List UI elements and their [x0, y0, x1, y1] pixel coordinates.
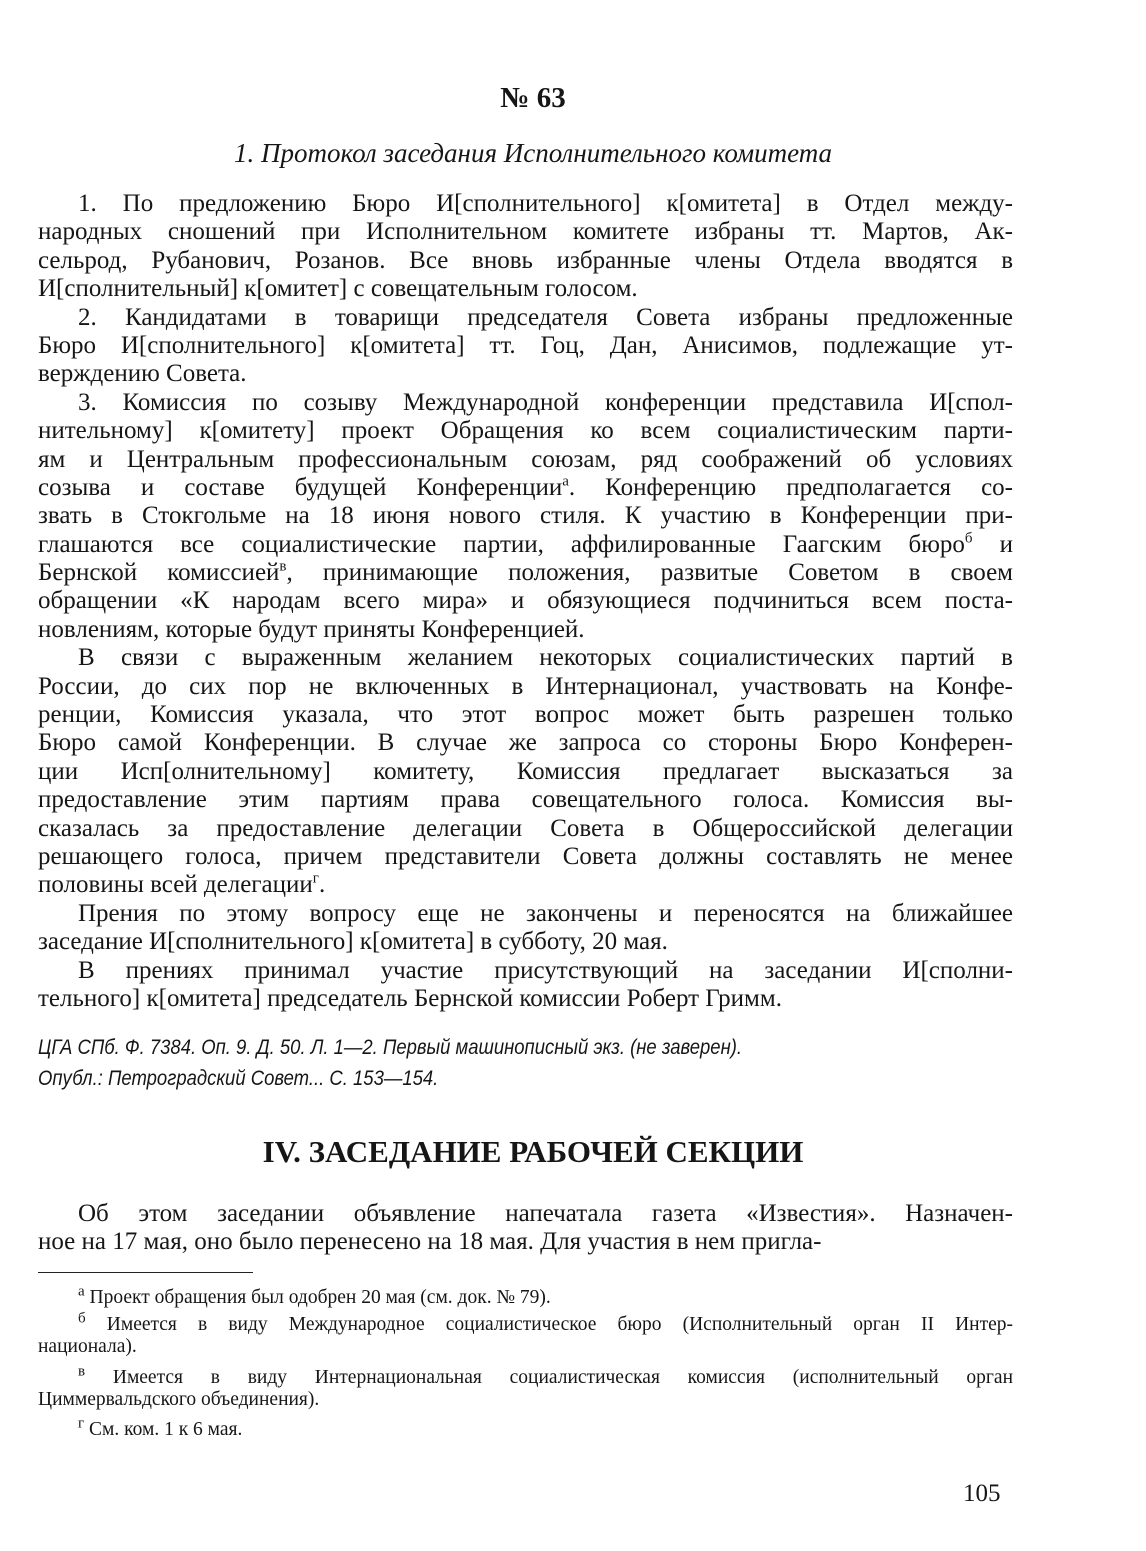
protocol-body — [38, 190, 1013, 1013]
text-line: 2. Кандидатами в товарищи председателя Совета избраны предложенные — [78, 303, 1013, 331]
page-number: 105 — [963, 1480, 1001, 1507]
text-line: заседание И[сполнительного] к[омитета] в субботу, 20 мая. — [38, 928, 668, 956]
line-text: глашаются все социалистические партии, аффилированные Гаагским бюро — [38, 530, 965, 558]
footnote — [38, 1310, 1014, 1358]
text-line: решающего голоса, причем представители Совета должны составлять не менее — [38, 842, 1013, 870]
line-text: . — [318, 871, 326, 899]
text-line: сельрод, Рубанович, Розанов. Все вновь избранные члены Отдела вводятся в — [38, 246, 1013, 274]
line-text: Имеется в виду Интернациональная социалистическая комиссия (исполнительный орган — [112, 1367, 1014, 1388]
text-line: ренции, Комиссия указала, что этот вопрос может быть разрешен только — [38, 701, 1013, 729]
text-line — [38, 1283, 1013, 1309]
footnote-marker: г — [312, 871, 319, 888]
footnote — [38, 1283, 1013, 1309]
line-text: , принимающие положения, развитые Советом в своем — [286, 559, 1013, 587]
text-line: ям и Центральным профессиональным союзам, ряд соображений об условиях — [38, 445, 1013, 473]
line-text: Проект обращения был одобрен 20 мая (см. док. № 79). — [89, 1287, 551, 1308]
text-line: 3. Комиссия по созыву Международной конференции представила И[спол- — [78, 388, 1013, 416]
document-number: № 63 — [500, 82, 566, 114]
section-paragraph — [38, 1200, 1013, 1257]
footnote-marker: а — [562, 473, 569, 490]
text-line — [38, 871, 1013, 899]
text-line: предоставление этим партиям права совещательного голоса. Комиссия вы- — [38, 786, 1013, 814]
text-line: 1. По предложению Бюро И[сполнительного] к[омитета] в Отдел между- — [78, 190, 1013, 217]
text-line: обращении «К народам всего мира» и обязующиеся подчиниться всем поста- — [38, 587, 1013, 615]
text-line: Бюро самой Конференции. В случае же запроса со стороны Бюро Конферен- — [38, 729, 1013, 757]
footnote — [38, 1415, 1013, 1441]
text-line — [38, 531, 1013, 559]
footnote-marker: б — [964, 530, 973, 547]
footnote — [38, 1363, 1014, 1411]
text-line: ное на 17 мая, оно было перенесено на 18 мая. Для участия в нем пригла- — [38, 1228, 822, 1256]
footnote-marker: а — [78, 1283, 85, 1300]
line-text: половины всей делегации — [38, 871, 313, 899]
text-line: народных сношений при Исполнительном комитете избраны тт. Мартов, Ак- — [38, 218, 1013, 246]
text-line: Об этом заседании объявление напечатала газета «Известия». Назначен- — [78, 1200, 1013, 1227]
text-line: В связи с выраженным желанием некоторых социалистических партий в — [78, 644, 1013, 672]
paragraph — [38, 957, 1013, 1014]
footnote-divider — [38, 1272, 253, 1273]
text-line — [38, 1415, 1013, 1441]
text-line: сказалась за предоставление делегации Совета в Общероссийской делегации — [38, 814, 1013, 842]
paragraph — [38, 389, 1013, 645]
text-line — [38, 474, 1013, 502]
text-line — [38, 1310, 1014, 1336]
text-line — [38, 1363, 1014, 1389]
line-text: . Конференцию предполагается со- — [568, 473, 1013, 501]
text-line: России, до сих пор не включенных в Интернационал, участвовать на Конфе- — [38, 672, 1013, 700]
text-line: звать в Стокгольме на 18 июня нового стиля. К участию в Конференции при- — [38, 502, 1013, 530]
document-subtitle: 1. Протокол заседания Исполнительного комитета — [233, 138, 833, 168]
text-line — [38, 559, 1013, 587]
line-text: См. ком. 1 к 6 мая. — [89, 1419, 243, 1440]
text-line: Циммервальдского объединения). — [38, 1389, 320, 1410]
source-citation — [38, 1032, 742, 1094]
section-heading: IV. ЗАСЕДАНИЕ РАБОЧЕЙ СЕКЦИИ — [262, 1134, 804, 1169]
line-text: и — [972, 530, 1013, 558]
footnote-marker: б — [78, 1310, 86, 1327]
paragraph — [38, 644, 1013, 900]
text-line: национала). — [38, 1336, 137, 1357]
footnote-marker: г — [78, 1415, 85, 1432]
text-line: Прения по этому вопросу еще не закончены и переносятся на ближайшее — [78, 899, 1013, 927]
text-line: верждению Совета. — [38, 360, 247, 388]
footnote-marker: в — [279, 558, 287, 575]
text-line: тельного] к[омитета] председатель Бернской комиссии Роберт Гримм. — [38, 984, 782, 1012]
line-text: созыва и составе будущей Конференции — [38, 473, 563, 501]
paragraph — [38, 304, 1013, 389]
line-text: Имеется в виду Международное социалистическое бюро (Исполнительный орган II Интер- — [106, 1314, 1014, 1335]
text-line: В прениях принимал участие присутствующий на заседании И[сполни- — [78, 956, 1013, 984]
archive-reference: ЦГА СПб. Ф. 7384. Оп. 9. Д. 50. Л. 1—2. Первый машинописный экз. (не заверен). — [38, 1036, 743, 1059]
footnote-marker: в — [78, 1363, 86, 1380]
text-line: ции Исп[олнительному] комитету, Комиссия предлагает высказаться за — [38, 757, 1013, 785]
paragraph — [38, 190, 1013, 304]
line-text: Бернской комиссией — [38, 559, 280, 587]
text-line: новлениям, которые будут приняты Конференцией. — [38, 615, 585, 643]
publication-reference: Опубл.: Петроградский Совет... С. 153—154. — [38, 1067, 439, 1090]
text-line: Бюро И[сполнительного] к[омитета] тт. Гоц, Дан, Анисимов, подлежащие ут- — [38, 331, 1013, 359]
paragraph — [38, 900, 1013, 957]
text-line: И[сполнительный] к[омитет] с совещательным голосом. — [38, 275, 638, 303]
text-line: нительному] к[омитету] проект Обращения ко всем социалистическим парти- — [38, 417, 1013, 445]
